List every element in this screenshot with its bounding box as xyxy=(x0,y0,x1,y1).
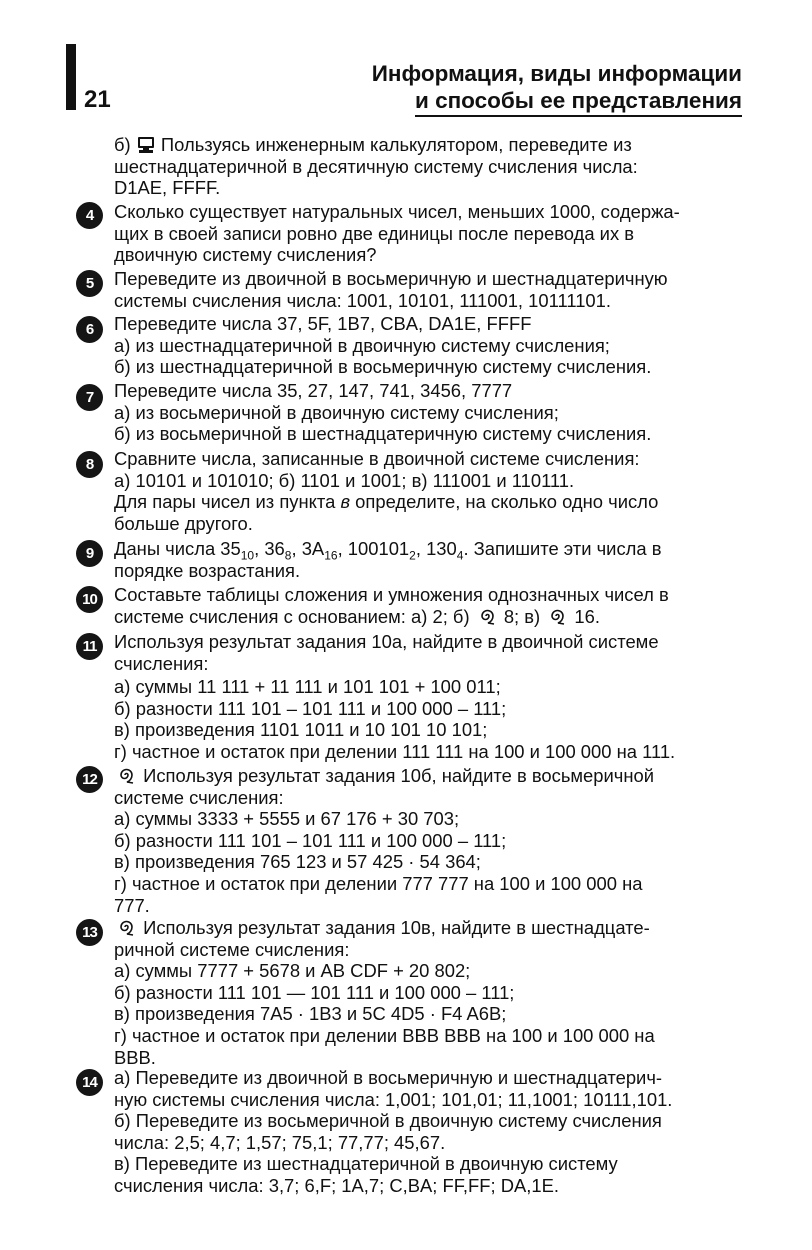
task-11-part-b: б) разности 111 101 – 101 111 и 100 000 – 111; xyxy=(114,697,507,719)
task-13-part-b: б) разности 111 101 — 101 111 и 100 000 – 111; xyxy=(114,981,515,1003)
task-9-line1: Даны числа $35_{10}$, $36_8$, $3A_{16}$, $100101_2$, $130_4$. Запишите эти числа в xyxy=(114,538,662,563)
task-8 xyxy=(114,448,740,534)
task-11-part-d: г) частное и остаток при делении 111 111 на 100 и 100 000 на 111. xyxy=(114,740,676,762)
task-11-number: 11 xyxy=(76,633,103,660)
task-10-line2: системе счисления с основанием: а) 2; б) 8; в) 16. xyxy=(114,605,600,627)
task-6-number: 6 xyxy=(76,316,103,343)
spiral-icon xyxy=(475,606,499,626)
task-11-part-c: в) произведения 1101 1011 и 10 101 10 101; xyxy=(114,719,488,741)
task-3b xyxy=(114,134,740,199)
task-13 xyxy=(114,917,740,1068)
task-7-part-a: а) из восьмеричной в двоичную систему счисления; xyxy=(114,401,559,423)
task-12-part-d1: г) частное и остаток при делении 777 777 на 100 и 100 000 на xyxy=(114,872,643,894)
task-4-line1: Сколько существует натуральных чисел, меньших 1000, содержа- xyxy=(114,201,680,222)
spiral-icon xyxy=(114,917,138,937)
task-14-c-line1: в) Переведите из шестнадцатеричной в двоичную систему xyxy=(114,1153,618,1175)
task-13-number: 13 xyxy=(76,919,103,946)
task-4-line2: щих в своей записи ровно две единицы после перевода их в xyxy=(114,222,635,244)
task-7 xyxy=(114,380,740,445)
task-13-part-d1: г) частное и остаток при делении BBB BBB на 100 и 100 000 на xyxy=(114,1024,655,1046)
task-12-line1: Используя результат задания 10б, найдите в восьмеричной xyxy=(114,765,740,787)
task-14-b-line2: числа: 2,5; 4,7; 1,57; 75,1; 77,77; 45,67. xyxy=(114,1131,446,1153)
task-14-a-line2: ную системы счисления числа: 1,001; 101,01; 11,1001; 10111,101. xyxy=(114,1088,673,1110)
task-5-number: 5 xyxy=(76,270,103,297)
task-3b-prefix: б) xyxy=(114,134,131,155)
task-9-number: 9 xyxy=(76,540,103,567)
task-12 xyxy=(114,765,740,916)
task-11-part-a: а) суммы 11 111 + 11 111 и 101 101 + 100 011; xyxy=(114,676,501,697)
task-5-line1: Переведите из двоичной в восьмеричную и шестнадцатеричную xyxy=(114,268,668,289)
header-bar xyxy=(66,44,76,110)
task-14 xyxy=(114,1067,740,1197)
task-5 xyxy=(114,268,740,311)
task-14-a-line1: а) Переведите из двоичной в восьмеричную и шестнадцатерич- xyxy=(114,1067,663,1088)
task-4-number: 4 xyxy=(76,202,103,229)
task-3b-line2: шестнадцатеричной в десятичную систему счисления числа: xyxy=(114,155,638,177)
task-9-line2: порядке возрастания. xyxy=(114,559,301,581)
task-3b-line1: Пользуясь инженерным калькулятором, переведите из xyxy=(160,134,632,155)
task-7-part-b: б) из восьмеричной в шестнадцатеричную систему счисления. xyxy=(114,423,652,445)
task-13-line1: Используя результат задания 10в, найдите в шестнадцате- xyxy=(114,917,740,939)
task-8-number: 8 xyxy=(76,451,103,478)
task-10 xyxy=(114,584,740,627)
task-11-line2: счисления: xyxy=(114,652,209,674)
task-11-line1: Используя результат задания 10а, найдите в двоичной системе xyxy=(114,631,659,652)
task-3b-line3: D1AE, FFFF. xyxy=(114,177,221,199)
task-13-part-c: в) произведения 7A5 · 1B3 и 5C 4D5 · F4 A6B; xyxy=(114,1003,507,1025)
task-13-part-d2: BBB. xyxy=(114,1046,156,1068)
task-9 xyxy=(114,538,740,581)
task-7-number: 7 xyxy=(76,384,103,411)
task-12-part-a: а) суммы 3333 + 5555 и 67 176 + 30 703; xyxy=(114,808,460,830)
task-12-part-b: б) разности 111 101 – 101 111 и 100 000 – 111; xyxy=(114,829,507,851)
spiral-icon xyxy=(545,606,569,626)
task-6-part-a: а) из шестнадцатеричной в двоичную систему счисления; xyxy=(114,334,610,356)
task-5-line2: системы счисления числа: 1001, 10101, 111001, 10111101. xyxy=(114,289,611,311)
section-title-line2: и способы ее представления xyxy=(415,87,742,117)
task-13-part-a: а) суммы 7777 + 5678 и AB CDF + 20 802; xyxy=(114,960,471,982)
task-4 xyxy=(114,201,740,266)
page-number: 21 xyxy=(84,86,111,113)
task-8-line3: Для пары чисел из пункта в определите, на сколько одно число xyxy=(114,491,659,513)
task-12-part-c: в) произведения 765 123 и 57 425 · 54 364; xyxy=(114,851,481,873)
task-8-line4: больше другого. xyxy=(114,512,253,534)
section-title xyxy=(372,60,742,117)
task-12-part-d2: 777. xyxy=(114,894,150,916)
task-11 xyxy=(114,631,740,674)
task-13-line2: ричной системе счисления: xyxy=(114,938,350,960)
task-6-part-b: б) из шестнадцатеричной в восьмеричную систему счисления. xyxy=(114,356,652,378)
task-6 xyxy=(114,313,740,378)
task-14-b-line1: б) Переведите из восьмеричной в двоичную систему счисления xyxy=(114,1110,662,1132)
task-10-number: 10 xyxy=(76,586,103,613)
task-14-number: 14 xyxy=(76,1069,103,1096)
section-title-line1: Информация, виды информации xyxy=(371,61,742,86)
task-14-c-line2: счисления числа: 3,7; 6,F; 1A,7; C,BA; FF,FF; DA,1E. xyxy=(114,1174,559,1196)
computer-icon xyxy=(136,136,156,154)
spiral-icon xyxy=(114,765,138,785)
task-8-line2: а) 10101 и 101010; б) 1101 и 1001; в) 111001 и 110111. xyxy=(114,469,575,491)
task-4-line3: двоичную систему счисления? xyxy=(114,244,377,266)
task-10-line1: Составьте таблицы сложения и умножения однозначных чисел в xyxy=(114,584,669,605)
task-8-line1: Сравните числа, записанные в двоичной системе счисления: xyxy=(114,448,640,469)
task-7-line1: Переведите числа 35, 27, 147, 741, 3456, 7777 xyxy=(114,380,513,401)
task-11-parts xyxy=(114,676,740,762)
task-6-line1: Переведите числа 37, 5F, 1B7, CBA, DA1E, FFFF xyxy=(114,313,532,334)
task-12-line2: системе счисления: xyxy=(114,786,284,808)
task-12-number: 12 xyxy=(76,766,103,793)
